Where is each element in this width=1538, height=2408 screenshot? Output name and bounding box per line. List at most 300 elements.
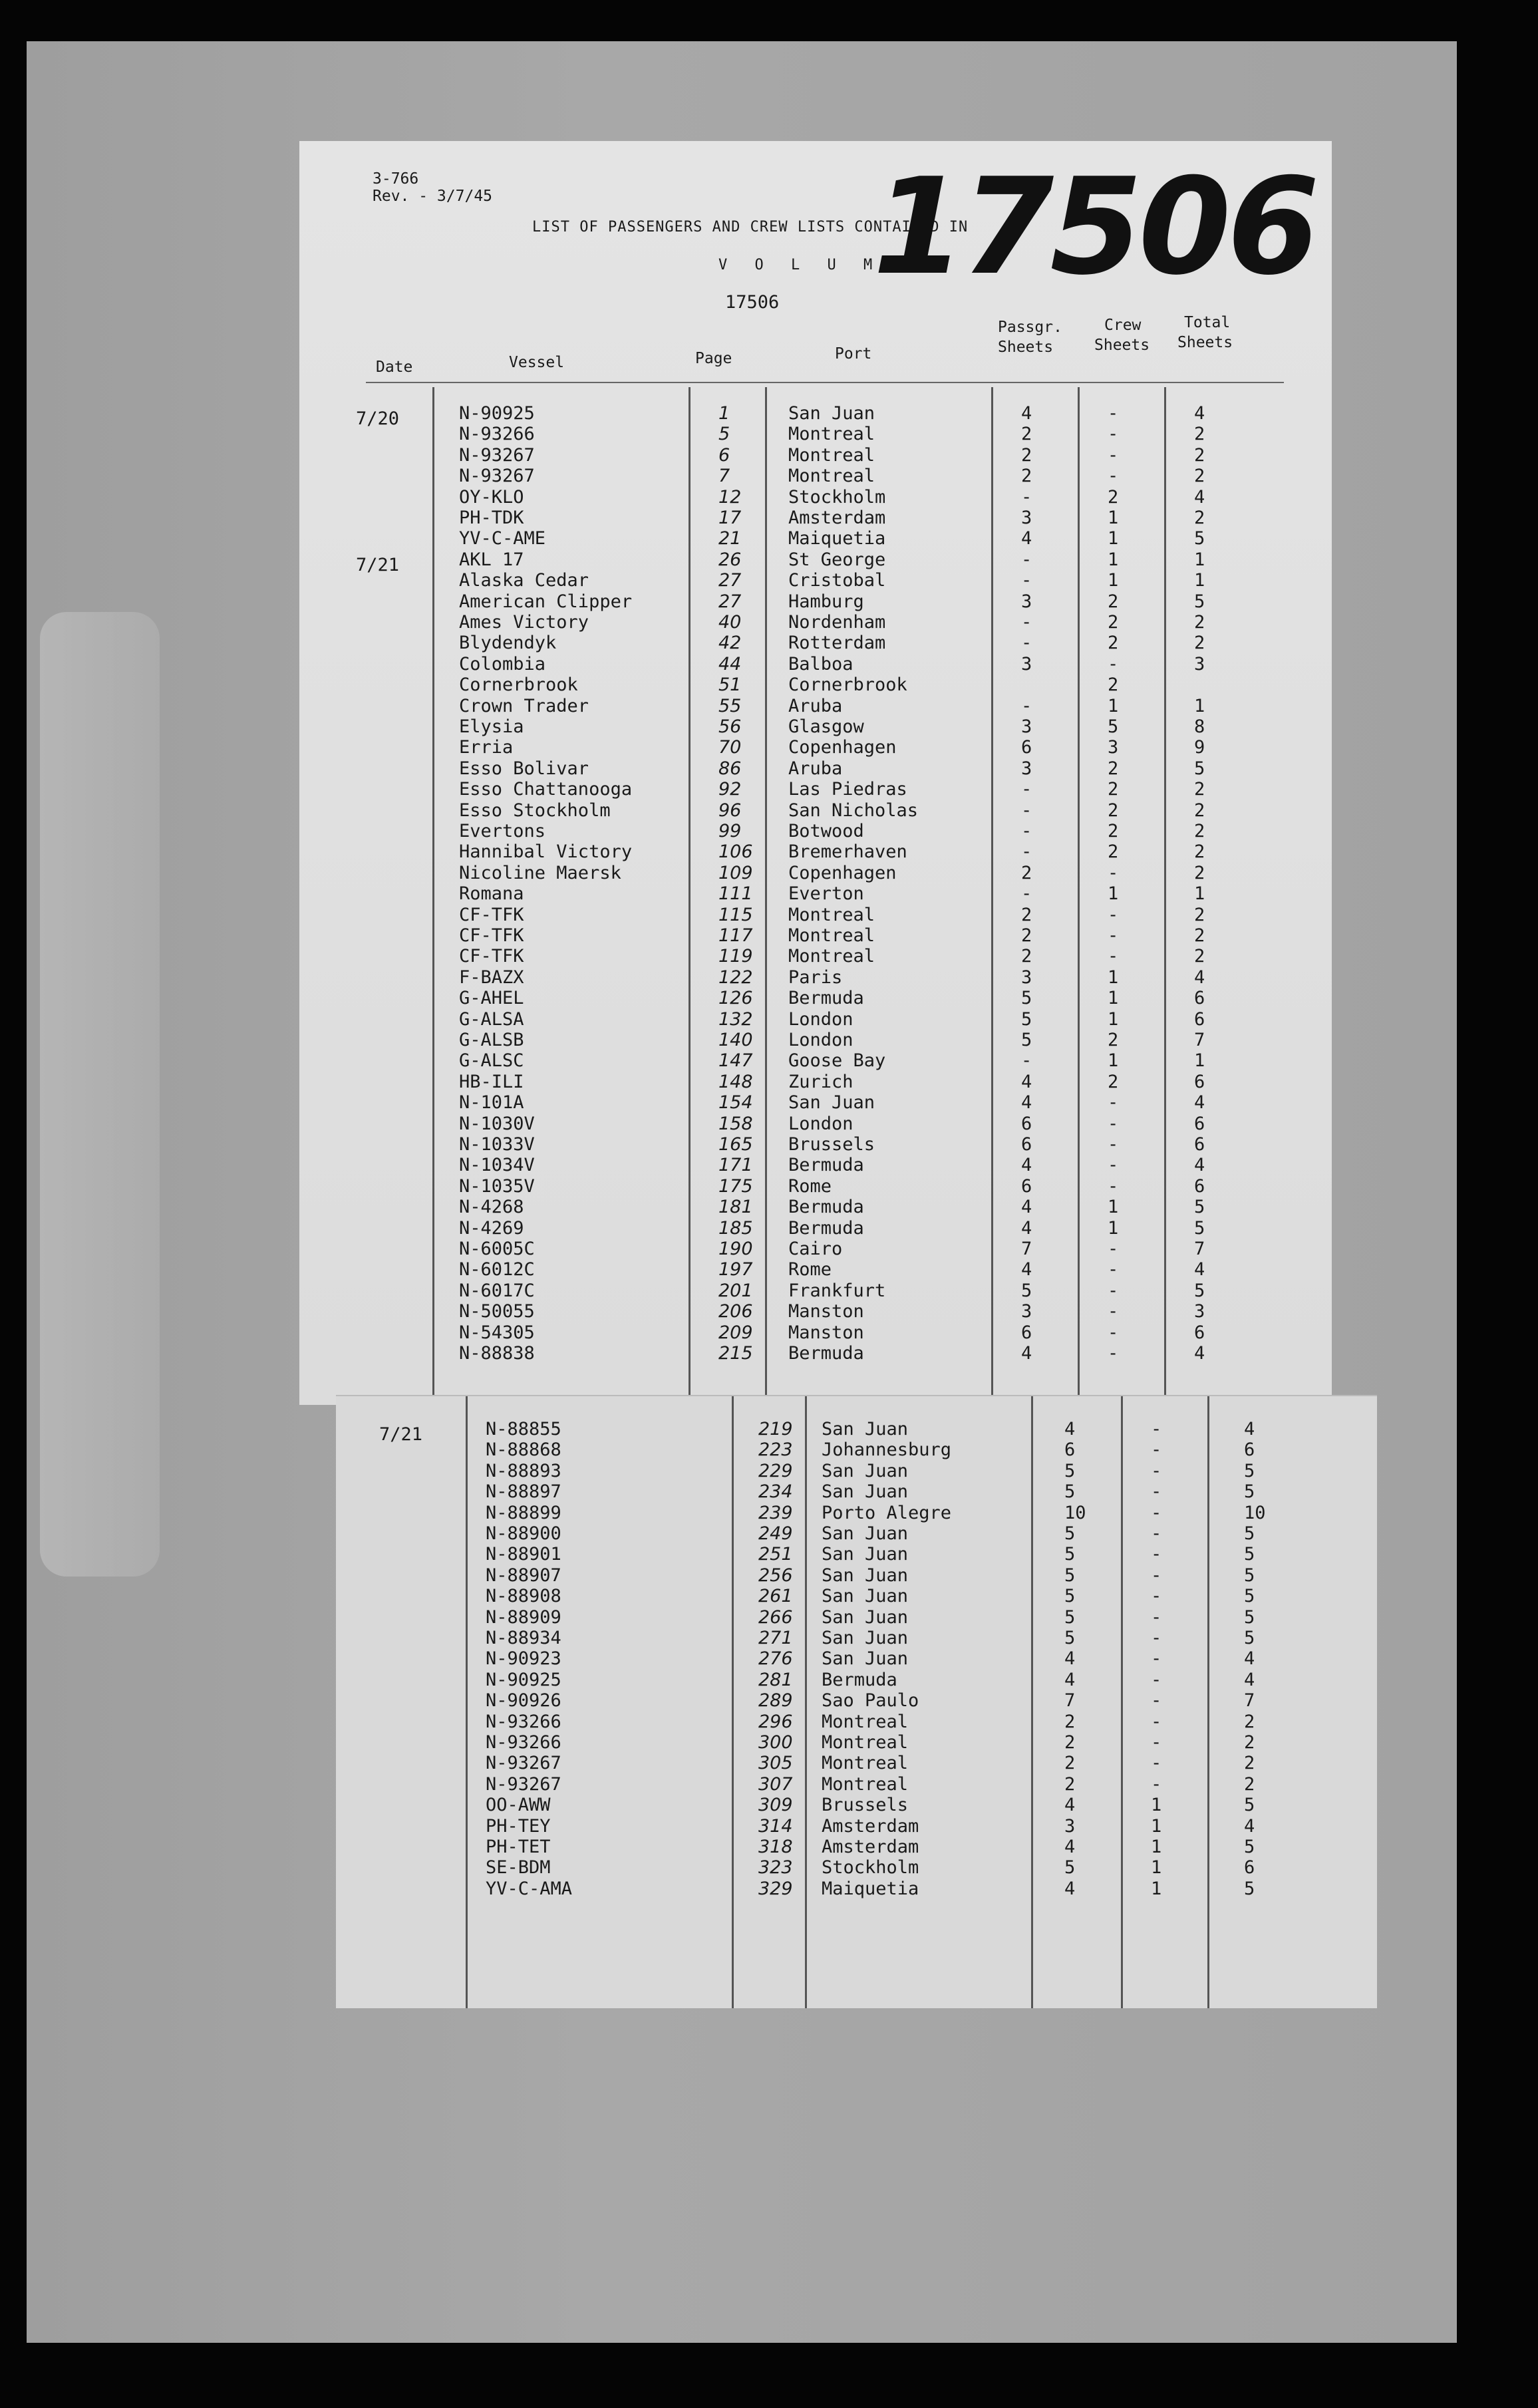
row-vessel: G-ALSB — [459, 1030, 524, 1050]
row-date: 7/21 — [379, 1424, 423, 1445]
row-crew-sheets: 1 — [1151, 1878, 1162, 1899]
row-port: San Juan — [822, 1523, 909, 1544]
row-passenger-sheets: - — [1021, 779, 1032, 800]
row-total-sheets: 1 — [1194, 695, 1205, 716]
row-total-sheets: 2 — [1194, 424, 1205, 445]
col-header-vessel: Vessel — [509, 354, 565, 371]
row-port: Brussels — [822, 1795, 909, 1816]
row-total-sheets: 6 — [1194, 988, 1205, 1009]
row-port: Johannesburg — [822, 1439, 952, 1461]
row-page: 26 — [718, 549, 742, 570]
row-page: 261 — [758, 1586, 793, 1607]
row-vessel: N-1035V — [459, 1175, 535, 1197]
col-header-port: Port — [835, 345, 872, 363]
row-port: Sao Paulo — [822, 1690, 919, 1712]
row-vessel: N-6005C — [459, 1239, 535, 1259]
row-vessel: N-88893 — [486, 1460, 561, 1481]
row-crew-sheets: - — [1151, 1773, 1162, 1795]
row-total-sheets: 5 — [1194, 1197, 1205, 1218]
row-page: 209 — [718, 1322, 753, 1343]
row-crew-sheets: - — [1108, 1155, 1119, 1176]
row-vessel: G-AHEL — [459, 988, 524, 1009]
row-passenger-sheets: 5 — [1021, 1030, 1032, 1050]
row-crew-sheets: 1 — [1108, 1197, 1119, 1218]
row-port: Hamburg — [788, 591, 864, 612]
row-passenger-sheets: - — [1021, 695, 1032, 716]
row-vessel: SE-BDM — [486, 1857, 551, 1879]
row-page: 96 — [718, 800, 742, 821]
row-page: 249 — [758, 1523, 793, 1544]
row-port: Cornerbrook — [788, 675, 907, 696]
row-crew-sheets: 2 — [1108, 1071, 1119, 1092]
row-passenger-sheets: 6 — [1064, 1439, 1076, 1461]
row-passenger-sheets: 3 — [1021, 591, 1032, 612]
row-passenger-sheets: 5 — [1021, 988, 1032, 1009]
row-total-sheets: 2 — [1244, 1732, 1255, 1753]
row-page: 165 — [718, 1134, 753, 1155]
row-page: 115 — [718, 904, 753, 925]
row-port: San Juan — [822, 1460, 909, 1481]
row-page: 27 — [718, 570, 742, 591]
row-vessel: Evertons — [459, 821, 546, 841]
row-port: London — [788, 1008, 853, 1030]
row-vessel: N-93267 — [486, 1773, 561, 1795]
row-total-sheets: 4 — [1194, 1092, 1205, 1114]
row-passenger-sheets: 2 — [1021, 862, 1032, 883]
row-passenger-sheets: 5 — [1064, 1544, 1076, 1565]
row-page: 219 — [758, 1419, 793, 1439]
row-page: 126 — [718, 988, 753, 1009]
row-crew-sheets: - — [1151, 1690, 1162, 1712]
row-port: Montreal — [822, 1753, 909, 1774]
row-vessel: N-88899 — [486, 1502, 561, 1523]
row-passenger-sheets: 5 — [1064, 1586, 1076, 1607]
row-vessel: N-1030V — [459, 1113, 535, 1134]
row-vessel: N-4269 — [459, 1217, 524, 1239]
form-revision: Rev. - 3/7/45 — [373, 188, 493, 205]
row-vessel: N-6017C — [459, 1280, 535, 1301]
row-port: Botwood — [788, 821, 864, 841]
row-total-sheets: 8 — [1194, 716, 1205, 737]
row-page: 329 — [758, 1878, 793, 1899]
col-header-passenger-1: Passgr. — [998, 319, 1062, 336]
row-port: Bermuda — [788, 1217, 864, 1239]
row-page: 239 — [758, 1502, 793, 1523]
row-crew-sheets: - — [1151, 1502, 1162, 1523]
row-passenger-sheets: - — [1021, 800, 1032, 821]
row-passenger-sheets: - — [1021, 1050, 1032, 1072]
row-port: San Juan — [822, 1419, 909, 1439]
row-crew-sheets: - — [1151, 1565, 1162, 1586]
row-port: Amsterdam — [788, 508, 886, 528]
row-vessel: N-1034V — [459, 1155, 535, 1176]
row-port: Zurich — [788, 1071, 853, 1092]
row-crew-sheets: - — [1108, 1343, 1119, 1364]
row-vessel: Ames Victory — [459, 612, 589, 633]
row-crew-sheets: - — [1151, 1669, 1162, 1690]
row-port: Amsterdam — [822, 1837, 919, 1857]
row-crew-sheets: - — [1151, 1481, 1162, 1503]
row-page: 281 — [758, 1669, 793, 1690]
row-page: 296 — [758, 1711, 793, 1732]
row-passenger-sheets: 5 — [1021, 1280, 1032, 1301]
row-crew-sheets: 2 — [1108, 841, 1119, 863]
row-port: Cairo — [788, 1239, 843, 1259]
row-total-sheets: 7 — [1194, 1030, 1205, 1050]
row-total-sheets: 7 — [1244, 1690, 1255, 1712]
row-vessel: N-54305 — [459, 1322, 535, 1343]
col-header-total-1: Total — [1184, 314, 1231, 331]
row-crew-sheets: - — [1151, 1753, 1162, 1774]
row-port: Copenhagen — [788, 737, 897, 758]
row-port: Montreal — [822, 1732, 909, 1753]
row-page: 223 — [758, 1439, 793, 1461]
row-passenger-sheets: 4 — [1021, 1217, 1032, 1239]
row-crew-sheets: - — [1108, 466, 1119, 487]
row-page: 201 — [718, 1280, 753, 1301]
row-passenger-sheets: 2 — [1021, 424, 1032, 445]
row-page: 305 — [758, 1753, 793, 1774]
row-page: 99 — [718, 821, 742, 841]
row-passenger-sheets: 2 — [1064, 1732, 1076, 1753]
col-header-crew-2: Sheets — [1094, 337, 1150, 354]
row-passenger-sheets: 2 — [1021, 904, 1032, 925]
row-vessel: Esso Bolivar — [459, 758, 589, 779]
row-crew-sheets: - — [1108, 424, 1119, 445]
row-vessel: N-90926 — [486, 1690, 561, 1712]
row-vessel: CF-TFK — [459, 925, 524, 946]
column-divider — [466, 1396, 468, 2008]
row-total-sheets: 4 — [1194, 1343, 1205, 1364]
row-page: 234 — [758, 1481, 793, 1503]
row-page: 106 — [718, 841, 753, 863]
row-page: 276 — [758, 1648, 793, 1670]
row-passenger-sheets: - — [1021, 549, 1032, 570]
row-passenger-sheets: 3 — [1021, 1301, 1032, 1322]
row-vessel: Nicoline Maersk — [459, 862, 621, 883]
row-passenger-sheets: 6 — [1021, 1322, 1032, 1343]
row-total-sheets: 5 — [1244, 1628, 1255, 1648]
row-page: 289 — [758, 1690, 793, 1712]
row-page: 119 — [718, 946, 753, 967]
row-total-sheets: 5 — [1194, 1280, 1205, 1301]
row-crew-sheets: - — [1151, 1732, 1162, 1753]
row-total-sheets: 4 — [1244, 1815, 1255, 1837]
row-vessel: N-88897 — [486, 1481, 561, 1503]
row-passenger-sheets: 7 — [1021, 1239, 1032, 1259]
row-total-sheets: 5 — [1244, 1523, 1255, 1544]
column-divider — [1121, 1396, 1123, 2008]
row-page: 55 — [718, 695, 742, 716]
row-vessel: N-101A — [459, 1092, 524, 1114]
row-total-sheets: 2 — [1194, 779, 1205, 800]
row-port: San Juan — [822, 1628, 909, 1648]
row-total-sheets: 2 — [1194, 904, 1205, 925]
row-passenger-sheets: 3 — [1064, 1815, 1076, 1837]
row-passenger-sheets: 4 — [1064, 1878, 1076, 1899]
row-vessel: PH-TDK — [459, 508, 524, 528]
row-total-sheets: 6 — [1194, 1322, 1205, 1343]
row-crew-sheets: - — [1151, 1419, 1162, 1439]
sheet-lower — [336, 1395, 1377, 2008]
row-port: Aruba — [788, 758, 843, 779]
row-passenger-sheets: 4 — [1064, 1669, 1076, 1690]
row-passenger-sheets: 4 — [1021, 1092, 1032, 1114]
row-port: Montreal — [822, 1773, 909, 1795]
column-divider — [1031, 1396, 1033, 2008]
row-crew-sheets: - — [1108, 862, 1119, 883]
row-vessel: Blydendyk — [459, 633, 557, 654]
row-crew-sheets: 2 — [1108, 779, 1119, 800]
row-vessel: Esso Chattanooga — [459, 779, 633, 800]
row-crew-sheets: - — [1151, 1523, 1162, 1544]
row-crew-sheets: 3 — [1108, 737, 1119, 758]
row-vessel: N-93266 — [486, 1711, 561, 1732]
row-total-sheets: 1 — [1194, 549, 1205, 570]
row-passenger-sheets: 5 — [1064, 1460, 1076, 1481]
row-page: 147 — [718, 1050, 753, 1072]
row-passenger-sheets: 2 — [1064, 1773, 1076, 1795]
row-passenger-sheets: 4 — [1021, 403, 1032, 424]
row-port: Amsterdam — [822, 1815, 919, 1837]
row-crew-sheets: - — [1108, 1175, 1119, 1197]
row-crew-sheets: - — [1151, 1460, 1162, 1481]
row-passenger-sheets: 6 — [1021, 1175, 1032, 1197]
row-vessel: N-88901 — [486, 1544, 561, 1565]
row-vessel: N-90925 — [486, 1669, 561, 1690]
row-page: 1 — [718, 403, 730, 424]
row-page: 307 — [758, 1773, 793, 1795]
row-port: San Juan — [822, 1565, 909, 1586]
row-page: 5 — [718, 424, 730, 445]
row-port: Maiquetia — [822, 1878, 919, 1899]
row-passenger-sheets: 5 — [1064, 1606, 1076, 1628]
row-total-sheets: 5 — [1194, 758, 1205, 779]
row-page: 27 — [718, 591, 742, 612]
row-crew-sheets: 1 — [1108, 883, 1119, 905]
row-crew-sheets: - — [1108, 444, 1119, 466]
row-page: 40 — [718, 612, 742, 633]
row-crew-sheets: - — [1108, 1239, 1119, 1259]
row-vessel: N-88900 — [486, 1523, 561, 1544]
row-port: San Juan — [822, 1606, 909, 1628]
row-port: Montreal — [788, 466, 875, 487]
column-divider — [805, 1396, 807, 2008]
row-vessel: N-88868 — [486, 1439, 561, 1461]
row-crew-sheets: 1 — [1108, 1217, 1119, 1239]
row-port: Glasgow — [788, 716, 864, 737]
row-passenger-sheets: 7 — [1064, 1690, 1076, 1712]
row-crew-sheets: - — [1108, 403, 1119, 424]
row-port: Bermuda — [822, 1669, 897, 1690]
row-vessel: N-4268 — [459, 1197, 524, 1218]
row-total-sheets: 1 — [1194, 1050, 1205, 1072]
row-page: 86 — [718, 758, 742, 779]
row-passenger-sheets: 4 — [1064, 1648, 1076, 1670]
row-total-sheets: 5 — [1194, 1217, 1205, 1239]
row-passenger-sheets: 2 — [1064, 1711, 1076, 1732]
row-passenger-sheets: 4 — [1021, 1071, 1032, 1092]
row-crew-sheets: 1 — [1151, 1815, 1162, 1837]
row-port: Montreal — [788, 444, 875, 466]
row-passenger-sheets: 10 — [1064, 1502, 1086, 1523]
column-divider — [1078, 387, 1080, 1398]
row-crew-sheets: 2 — [1108, 1030, 1119, 1050]
row-crew-sheets: - — [1108, 904, 1119, 925]
row-passenger-sheets: 2 — [1021, 925, 1032, 946]
row-crew-sheets: 2 — [1108, 675, 1119, 696]
row-vessel: Alaska Cedar — [459, 570, 589, 591]
row-vessel: N-93266 — [459, 424, 535, 445]
row-vessel: YV-C-AMA — [486, 1878, 573, 1899]
row-total-sheets: 2 — [1194, 466, 1205, 487]
row-vessel: N-50055 — [459, 1301, 535, 1322]
column-divider — [765, 387, 767, 1398]
row-date: 7/20 — [356, 408, 400, 429]
row-page: 6 — [718, 444, 730, 466]
row-page: 70 — [718, 737, 742, 758]
row-passenger-sheets: - — [1021, 841, 1032, 863]
row-total-sheets: 6 — [1194, 1008, 1205, 1030]
row-port: St George — [788, 549, 886, 570]
row-passenger-sheets: 4 — [1021, 1197, 1032, 1218]
column-divider — [432, 387, 434, 1398]
row-passenger-sheets: 4 — [1064, 1419, 1076, 1439]
row-page: 251 — [758, 1544, 793, 1565]
row-vessel: PH-TEY — [486, 1815, 551, 1837]
row-total-sheets: 6 — [1194, 1071, 1205, 1092]
row-total-sheets: 10 — [1244, 1502, 1266, 1523]
row-page: 185 — [718, 1217, 753, 1239]
row-vessel: N-88855 — [486, 1419, 561, 1439]
row-date: 7/21 — [356, 554, 400, 575]
row-passenger-sheets: 4 — [1021, 1155, 1032, 1176]
row-vessel: CF-TFK — [459, 904, 524, 925]
row-port: Rome — [788, 1259, 832, 1280]
row-page: 44 — [718, 653, 742, 675]
row-total-sheets: 6 — [1194, 1113, 1205, 1134]
row-port: Montreal — [788, 946, 875, 967]
row-port: Bermuda — [788, 1343, 864, 1364]
row-vessel: N-88909 — [486, 1606, 561, 1628]
col-header-passenger-2: Sheets — [998, 339, 1054, 356]
row-total-sheets: 5 — [1244, 1481, 1255, 1503]
row-vessel: N-88934 — [486, 1628, 561, 1648]
column-divider — [732, 1396, 734, 2008]
row-total-sheets: 5 — [1194, 528, 1205, 549]
row-vessel: N-93267 — [459, 444, 535, 466]
row-total-sheets: 7 — [1194, 1239, 1205, 1259]
row-vessel: PH-TET — [486, 1837, 551, 1857]
row-passenger-sheets: 5 — [1021, 1008, 1032, 1030]
row-total-sheets: 5 — [1244, 1586, 1255, 1607]
row-crew-sheets: - — [1151, 1439, 1162, 1461]
row-total-sheets: 3 — [1194, 1301, 1205, 1322]
row-total-sheets: 2 — [1194, 925, 1205, 946]
row-total-sheets: 4 — [1194, 967, 1205, 988]
row-passenger-sheets: 3 — [1021, 508, 1032, 528]
row-passenger-sheets: - — [1021, 612, 1032, 633]
row-passenger-sheets: - — [1021, 883, 1032, 905]
form-code: 3-766 — [373, 170, 419, 188]
row-page: 21 — [718, 528, 742, 549]
row-passenger-sheets: 2 — [1021, 466, 1032, 487]
row-passenger-sheets: 3 — [1021, 967, 1032, 988]
row-vessel: F-BAZX — [459, 967, 524, 988]
row-total-sheets: 9 — [1194, 737, 1205, 758]
row-total-sheets: 6 — [1244, 1439, 1255, 1461]
row-crew-sheets: 2 — [1108, 486, 1119, 508]
row-vessel: N-93267 — [459, 466, 535, 487]
row-passenger-sheets: 4 — [1064, 1837, 1076, 1857]
row-vessel: N-88908 — [486, 1586, 561, 1607]
row-passenger-sheets: 3 — [1021, 716, 1032, 737]
row-total-sheets: 2 — [1194, 612, 1205, 633]
row-port: Montreal — [788, 904, 875, 925]
row-page: 215 — [718, 1343, 753, 1364]
row-crew-sheets: - — [1108, 1134, 1119, 1155]
row-vessel: American Clipper — [459, 591, 633, 612]
row-crew-sheets: 2 — [1108, 633, 1119, 654]
row-page: 206 — [718, 1301, 753, 1322]
row-crew-sheets: 2 — [1108, 591, 1119, 612]
row-page: 229 — [758, 1460, 793, 1481]
row-crew-sheets: 1 — [1108, 1008, 1119, 1030]
row-total-sheets: 4 — [1194, 1259, 1205, 1280]
row-total-sheets: 2 — [1194, 821, 1205, 841]
row-port: Manston — [788, 1301, 864, 1322]
row-port: Copenhagen — [788, 862, 897, 883]
row-passenger-sheets: 5 — [1064, 1481, 1076, 1503]
row-crew-sheets: - — [1151, 1648, 1162, 1670]
row-passenger-sheets: 2 — [1021, 946, 1032, 967]
row-total-sheets: 4 — [1244, 1648, 1255, 1670]
row-port: Cristobal — [788, 570, 886, 591]
row-page: 122 — [718, 967, 753, 988]
row-total-sheets: 1 — [1194, 570, 1205, 591]
row-crew-sheets: 2 — [1108, 758, 1119, 779]
row-total-sheets: 6 — [1194, 1175, 1205, 1197]
row-port: Stockholm — [788, 486, 886, 508]
row-page: 181 — [718, 1197, 753, 1218]
row-total-sheets: 2 — [1194, 946, 1205, 967]
row-vessel: Esso Stockholm — [459, 800, 611, 821]
row-passenger-sheets: - — [1021, 570, 1032, 591]
column-divider — [1164, 387, 1166, 1398]
row-port: San Juan — [788, 403, 875, 424]
row-page: 148 — [718, 1071, 753, 1092]
row-crew-sheets: 1 — [1108, 1050, 1119, 1072]
row-total-sheets: 1 — [1194, 883, 1205, 905]
row-crew-sheets: - — [1108, 1259, 1119, 1280]
row-crew-sheets: 1 — [1108, 549, 1119, 570]
row-crew-sheets: 1 — [1108, 967, 1119, 988]
row-passenger-sheets: 6 — [1021, 737, 1032, 758]
row-page: 109 — [718, 862, 753, 883]
row-crew-sheets: - — [1108, 925, 1119, 946]
col-header-date: Date — [376, 359, 413, 376]
row-total-sheets: 4 — [1244, 1669, 1255, 1690]
row-vessel: Elysia — [459, 716, 524, 737]
row-port: Porto Alegre — [822, 1502, 952, 1523]
row-total-sheets: 4 — [1194, 403, 1205, 424]
row-port: Frankfurt — [788, 1280, 886, 1301]
row-passenger-sheets: 4 — [1021, 528, 1032, 549]
row-page: 111 — [718, 883, 753, 905]
row-vessel: N-93266 — [486, 1732, 561, 1753]
header-rule — [366, 382, 1284, 383]
row-crew-sheets: - — [1108, 1113, 1119, 1134]
